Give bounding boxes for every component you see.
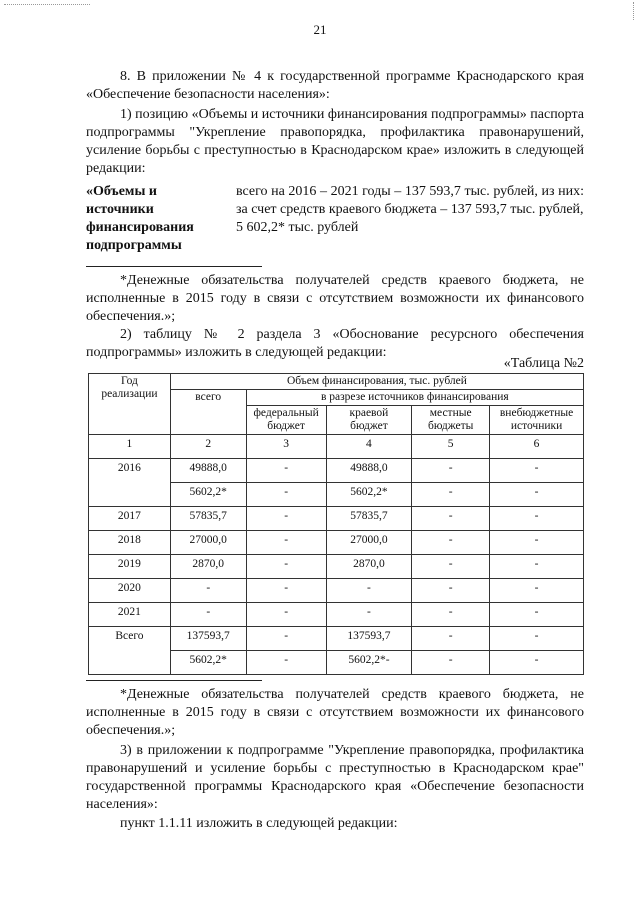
col-num: 1 [89,435,171,459]
cell-extra: - [490,603,584,627]
cell-extra: - [490,651,584,675]
cell-federal: - [246,603,326,627]
header-total: всего [170,390,246,435]
footnote-1: *Денежные обязательства получателей средств краевого бюджета, не исполненные в 2015 году в связи с отсутствием возможности их финансового обеспечения.»; [86,273,584,324]
cell-year [89,483,171,507]
cell-year: 2020 [89,579,171,603]
cell-total: - [170,603,246,627]
cell-year: 2021 [89,603,171,627]
cell-regional: 27000,0 [326,531,412,555]
cell-year: 2019 [89,555,171,579]
cell-local: - [412,459,490,483]
cell-federal: - [246,555,326,579]
cell-federal: - [246,651,326,675]
table-row [89,627,584,651]
cell-extra: - [490,507,584,531]
cell-total: 5602,2* [170,651,246,675]
cell-year: 2016 [89,459,171,483]
cell-regional: 57835,7 [326,507,412,531]
col-num: 5 [412,435,490,459]
cell-total: 137593,7 [170,627,246,651]
cell-local: - [412,603,490,627]
passport-value-main: всего на 2016 – 2021 годы – 137 593,7 тыс. рублей, из них: за счет средств краевого бюджета – 137 593,7 тыс. рублей, [236,184,584,217]
cell-local: - [412,579,490,603]
header-sources: в разрезе источников финансирования [246,390,583,406]
table-row [89,603,584,627]
table-row [89,555,584,579]
financing-table [88,373,584,675]
paragraph-point-1-1-11: пункт 1.1.11 изложить в следующей редакции: [120,816,398,831]
cell-total: 57835,7 [170,507,246,531]
cell-year: Всего [89,627,171,651]
page-number: 21 [313,22,327,37]
cell-total: 49888,0 [170,459,246,483]
column-numbers-row [89,435,584,459]
cell-regional: 2870,0 [326,555,412,579]
scan-artifact-line [4,4,90,5]
header-extra: внебюджетные источники [490,406,584,435]
cell-regional: - [326,579,412,603]
cell-federal: - [246,579,326,603]
col-num: 4 [326,435,412,459]
cell-total: 27000,0 [170,531,246,555]
footnote-separator [86,266,262,267]
cell-year: 2018 [89,531,171,555]
cell-federal: - [246,627,326,651]
table-row [89,651,584,675]
cell-local: - [412,507,490,531]
scan-artifact-mark [633,2,634,20]
header-year: Год реализации [89,374,171,435]
cell-federal: - [246,483,326,507]
cell-local: - [412,531,490,555]
cell-regional: 5602,2* [326,483,412,507]
table-row [89,579,584,603]
cell-local: - [412,627,490,651]
cell-regional: 5602,2*- [326,651,412,675]
table-row [89,507,584,531]
passport-value [236,183,584,237]
cell-extra: - [490,531,584,555]
cell-local: - [412,555,490,579]
cell-year [89,651,171,675]
passport-label: «Объемы и источники финансирования подпрограммы [86,184,194,253]
paragraph-subitem-2: 2) таблицу № 2 раздела 3 «Обоснование ресурсного обеспечения подпрограммы» изложить в следующей редакции: [86,327,584,360]
table-caption: «Таблица №2 [503,356,584,371]
table-row [89,531,584,555]
footnote-separator-2 [86,680,262,681]
paragraph-item-8: 8. В приложении № 4 к государственной программе Краснодарского края «Обеспечение безопасности населения»: [86,69,584,102]
cell-regional: - [326,603,412,627]
header-federal: федеральный бюджет [246,406,326,435]
passport-value-extra: 5 602,2* тыс. рублей [236,220,359,235]
cell-regional: 49888,0 [326,459,412,483]
cell-total: - [170,579,246,603]
paragraph-subitem-3: 3) в приложении к подпрограмме "Укрепление правопорядка, профилактика правонарушений и усиление борьбы с преступностью в Краснодарском крае" государственной программы Краснодарского края «Обеспечение безопасности населения»: [86,743,584,812]
cell-federal: - [246,459,326,483]
header-regional: краевой бюджет [326,406,412,435]
cell-extra: - [490,627,584,651]
col-num: 2 [170,435,246,459]
col-num: 3 [246,435,326,459]
cell-total: 2870,0 [170,555,246,579]
cell-local: - [412,651,490,675]
header-local: местные бюджеты [412,406,490,435]
cell-federal: - [246,507,326,531]
cell-federal: - [246,531,326,555]
header-volume: Объем финансирования, тыс. рублей [170,374,583,390]
footnote-2: *Денежные обязательства получателей средств краевого бюджета, не исполненные в 2015 году в связи с отсутствием возможности их финансового обеспечения.»; [86,687,584,738]
cell-local: - [412,483,490,507]
cell-year: 2017 [89,507,171,531]
cell-regional: 137593,7 [326,627,412,651]
col-num: 6 [490,435,584,459]
cell-total: 5602,2* [170,483,246,507]
cell-extra: - [490,555,584,579]
cell-extra: - [490,579,584,603]
table-row [89,483,584,507]
paragraph-subitem-1: 1) позицию «Объемы и источники финансирования подпрограммы» паспорта подпрограммы "Укрепление правопорядка, профилактика правонарушений, усиление борьбы с преступностью в Краснодарском крае» изложить в следующей редакции: [86,107,584,176]
cell-extra: - [490,459,584,483]
table-row [89,459,584,483]
cell-extra: - [490,483,584,507]
